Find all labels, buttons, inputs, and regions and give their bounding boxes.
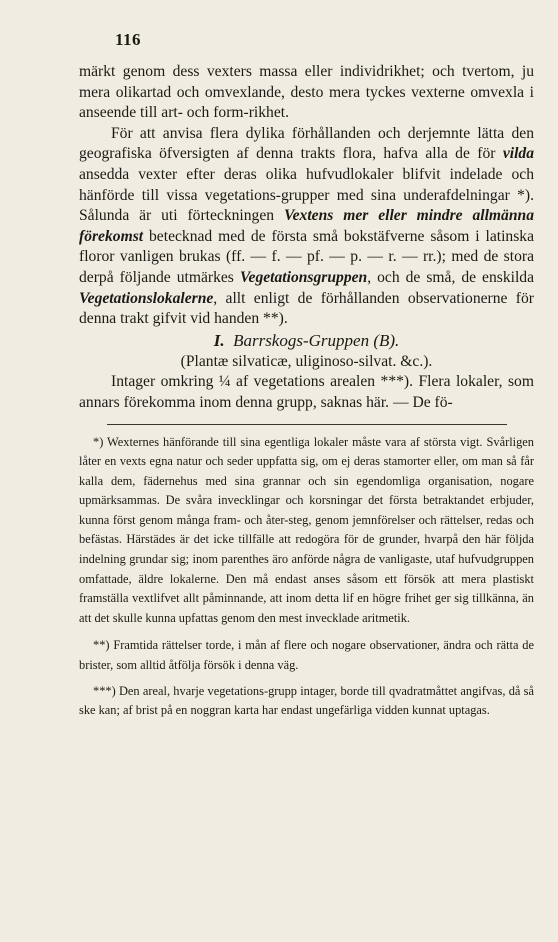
footnote-divider xyxy=(107,424,507,425)
heading-title: Barrskogs-Gruppen xyxy=(233,330,370,350)
page-number: 116 xyxy=(115,30,142,49)
paragraph-2-part-c: betecknad med de första små bokstäfverne såsom i latinska floror vanligen brukas (ff. — f. — pf. — p. — r. — rr.); med de stora derpå följande utmärkes xyxy=(79,227,534,286)
main-text xyxy=(79,62,534,727)
footnote-2: **) Framtida rättelser torde, i mån af flere och nogare observationer, ändra och rätta de brister, som alltid åtfölja försök i denna väg. xyxy=(79,638,534,673)
paragraph-2-part-a: För att anvisa flera dylika förhållanden och derjemnte lätta den geografiska öfversigten af denna trakts flora, hafva alla de för xyxy=(79,124,534,163)
paragraph-2-part-b: ansedda vexter efter deras olika hufvudlokaler blifvit indelade och hänförde till vissa vegetations-grupper med sina underafdelningar *). Sålunda är uti förteckningen xyxy=(79,165,534,225)
paragraph-1: märkt genom dess vexters massa eller individrikhet; och tvertom, ju mera olikartad och omvexlande, desto mera tyckes vexterne omvexla i anseende till art- och form-rikhet. xyxy=(79,63,534,122)
emphasis-vegetationslokalerne: Vegetationslokalerne xyxy=(79,289,214,307)
emphasis-vilda: vilda xyxy=(502,145,534,163)
footnote-1: *) Wexternes hänförande till sina egentliga lokaler måste vara af största vigt. Svårligen låter en vexts egna natur och seder uppfatta sig, om ej deras stamorter eller, om man så får kalla dem, fädernehus med sina grannar och sin egendomliga organisation, nogare upmärksammas. De svåra invecklingar och korsningar det första betraktandet erbjuder, kunna först genom många fram- och åter-steg, genom jemnförelser och rättelser, redas och befästas. Härstädes är det icke tillfälle att redogöra för de grunder, hvarpå den här följda indelning grundar sig; inom parenthes äro anförde några de vanligaste, utaf hufvudgruppen omfattade, äldre lokalerne. Den må endast anses såsom ett försök att mera plastiskt framställa vextlifvet allt påminnande, att inom detta lif en högre frihet ger sig tillkänna, än att det skulle kunna upfattas genom den mest invecklade aritmetik. xyxy=(79,434,534,625)
footnote-3: ***) Den areal, hvarje vegetations-grupp intager, borde till qvadratmåttet angifvas, då så ske kan; af brist på en noggran karta har endast ungefärliga vidden kunnat uptagas. xyxy=(79,683,534,718)
paragraph-2 xyxy=(79,124,534,330)
heading-number: I. xyxy=(213,330,225,350)
section-subtitle: (Plantæ silvaticæ, uliginoso-silvat. &c.). xyxy=(180,352,433,370)
paragraph-2-part-d: , och de små, de enskilda xyxy=(367,268,535,286)
heading-code: (B). xyxy=(373,330,400,350)
footnotes xyxy=(79,433,534,721)
paragraph-3: Intager omkring ¼ af vegetations arealen ***). Flera lokaler, som annars förekomma inom denna grupp, saknas här. — De fö- xyxy=(79,373,534,411)
emphasis-vextens-forekomst: Vextens mer eller mindre allmänna förekomst xyxy=(79,207,534,245)
emphasis-vegetationsgruppen: Vegetationsgruppen xyxy=(239,268,368,286)
section-heading xyxy=(79,330,534,352)
paragraph-2-part-e: , allt enligt de förhållanden observationerne för denna trakt gifvit vid handen **). xyxy=(79,289,534,328)
